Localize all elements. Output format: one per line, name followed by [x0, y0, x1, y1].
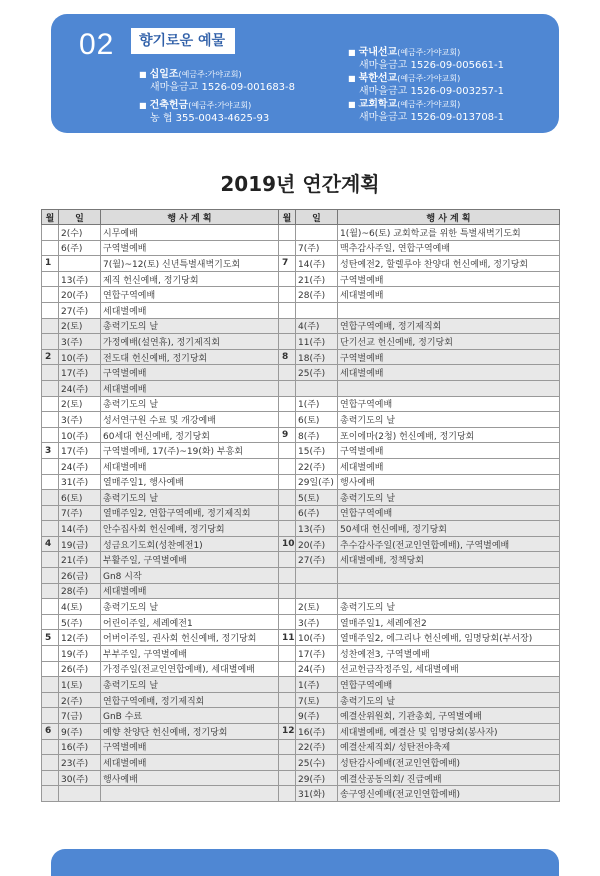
day-cell: 4(주) — [296, 318, 338, 334]
month-cell — [279, 661, 296, 677]
event-cell — [338, 568, 560, 584]
event-cell: 세대별예배 — [101, 583, 279, 599]
month-cell: 3 — [42, 443, 59, 459]
table-row — [42, 302, 560, 318]
event-cell: 7(월)~12(토) 신년특별새벽기도회 — [101, 256, 279, 272]
day-cell — [296, 380, 338, 396]
header-month: 월 — [279, 210, 296, 225]
month-cell — [42, 755, 59, 771]
event-cell: 열매주일1, 행사예배 — [101, 474, 279, 490]
month-cell — [42, 770, 59, 786]
event-cell: 행사예배 — [101, 770, 279, 786]
event-cell: 예결산위원회, 기관총회, 구역별예배 — [338, 708, 560, 724]
event-cell — [338, 583, 560, 599]
table-row — [42, 256, 560, 272]
month-cell: 10 — [279, 536, 296, 552]
account-number: 새마을금고 1526-09-005661-1 — [359, 60, 505, 71]
table-row — [42, 614, 560, 630]
day-cell: 17(주) — [59, 443, 101, 459]
account-church-school — [348, 98, 504, 124]
event-cell: 열매주일1, 세례예전2 — [338, 614, 560, 630]
month-cell — [42, 380, 59, 396]
month-cell — [279, 505, 296, 521]
page-title: 2019년 연간계획 — [220, 172, 380, 196]
day-cell: 14(주) — [296, 256, 338, 272]
event-cell: 세대별예배 — [101, 755, 279, 771]
day-cell: 22(주) — [296, 739, 338, 755]
table-row — [42, 739, 560, 755]
day-cell: 8(주) — [296, 427, 338, 443]
account-note: (예금주:가야교회) — [188, 101, 252, 110]
header-day: 일 — [59, 210, 101, 225]
table-row — [42, 755, 560, 771]
day-cell: 2(토) — [296, 599, 338, 615]
event-cell: 예결산공동의회/ 진급예배 — [338, 770, 560, 786]
day-cell: 12(주) — [59, 630, 101, 646]
day-cell: 1(주) — [296, 677, 338, 693]
day-cell: 24(주) — [296, 661, 338, 677]
day-cell: 26(금) — [59, 568, 101, 584]
event-cell: 60세대 헌신예배, 정기당회 — [101, 427, 279, 443]
month-cell — [42, 661, 59, 677]
month-cell — [42, 396, 59, 412]
event-cell: 총력기도의 날 — [101, 599, 279, 615]
day-cell: 17(주) — [296, 646, 338, 662]
day-cell: 20(주) — [296, 536, 338, 552]
event-cell: 세대별예배 — [338, 365, 560, 381]
day-cell: 7(주) — [296, 240, 338, 256]
event-cell: 가정주일(전교인연합예배), 세대별예배 — [101, 661, 279, 677]
annual-schedule-table — [41, 209, 560, 802]
day-cell: 3(주) — [59, 412, 101, 428]
account-domestic-mission — [348, 46, 504, 72]
month-cell — [42, 474, 59, 490]
day-cell: 10(주) — [296, 630, 338, 646]
event-cell: 총력기도의 날 — [338, 692, 560, 708]
day-cell: 28(주) — [296, 287, 338, 303]
month-cell: 11 — [279, 630, 296, 646]
table-row — [42, 724, 560, 740]
month-cell — [42, 412, 59, 428]
header-banner — [51, 14, 559, 133]
day-cell: 19(금) — [59, 536, 101, 552]
account-label: 교회학교 — [358, 99, 398, 110]
day-cell: 14(주) — [59, 521, 101, 537]
event-cell: 어린이주일, 세례예전1 — [101, 614, 279, 630]
day-cell: 2(주) — [59, 692, 101, 708]
day-cell: 18(주) — [296, 349, 338, 365]
month-cell — [279, 614, 296, 630]
event-cell: 추수감사주일(전교인연합예배), 구역별예배 — [338, 536, 560, 552]
event-cell: 총력기도의 날 — [338, 412, 560, 428]
table-row — [42, 646, 560, 662]
event-cell: 단기선교 헌신예배, 정기당회 — [338, 334, 560, 350]
month-cell — [279, 708, 296, 724]
account-number: 새마을금고 1526-09-003257-1 — [359, 86, 505, 97]
event-cell: 연합구역예배 — [338, 677, 560, 693]
event-cell: 구역별예배 — [338, 271, 560, 287]
day-cell — [296, 302, 338, 318]
event-cell: 성금요기도회(성찬예전1) — [101, 536, 279, 552]
event-cell: GnB 수료 — [101, 708, 279, 724]
day-cell: 27(주) — [296, 552, 338, 568]
day-cell: 16(주) — [59, 739, 101, 755]
month-cell — [279, 552, 296, 568]
event-cell: 세대별예배 — [338, 458, 560, 474]
day-cell: 6(토) — [296, 412, 338, 428]
day-cell: 9(주) — [59, 724, 101, 740]
table-row — [42, 583, 560, 599]
table-row — [42, 692, 560, 708]
table-row — [42, 334, 560, 350]
day-cell: 2(수) — [59, 225, 101, 241]
month-cell — [279, 271, 296, 287]
account-label: 십일조 — [149, 69, 179, 80]
table-row — [42, 458, 560, 474]
table-row — [42, 521, 560, 537]
table-row — [42, 536, 560, 552]
account-label: 국내선교 — [358, 47, 398, 58]
day-cell — [296, 225, 338, 241]
month-cell — [279, 739, 296, 755]
event-cell: 총력기도의 날 — [101, 490, 279, 506]
account-building — [139, 99, 269, 125]
event-cell: 제직 헌신예배, 정기당회 — [101, 271, 279, 287]
month-cell — [279, 365, 296, 381]
table-row — [42, 677, 560, 693]
event-cell: 선교헌금작정주일, 세대별예배 — [338, 661, 560, 677]
section-title: 향기로운 예물 — [131, 28, 235, 54]
month-cell — [42, 287, 59, 303]
month-cell: 6 — [42, 724, 59, 740]
month-cell: 1 — [42, 256, 59, 272]
event-cell: 총력기도의 날 — [338, 599, 560, 615]
table-row — [42, 349, 560, 365]
month-cell — [279, 318, 296, 334]
event-cell: 성탄감사예배(전교인연합예배) — [338, 755, 560, 771]
month-cell — [42, 318, 59, 334]
day-cell — [296, 583, 338, 599]
day-cell: 6(주) — [296, 505, 338, 521]
event-cell: 부활주일, 구역별예배 — [101, 552, 279, 568]
month-cell: 12 — [279, 724, 296, 740]
day-cell: 24(주) — [59, 458, 101, 474]
day-cell — [59, 256, 101, 272]
month-cell — [42, 271, 59, 287]
event-cell: 송구영신예배(전교인연합예배) — [338, 786, 560, 802]
day-cell: 28(주) — [59, 583, 101, 599]
day-cell: 29일(주) — [296, 474, 338, 490]
table-row — [42, 380, 560, 396]
account-north-korea-mission — [348, 72, 504, 98]
table-body — [42, 225, 560, 802]
event-cell: 연합구역예배 — [338, 396, 560, 412]
table-row — [42, 490, 560, 506]
table-row — [42, 427, 560, 443]
day-cell: 31(주) — [59, 474, 101, 490]
month-cell — [42, 552, 59, 568]
month-cell — [42, 739, 59, 755]
month-cell — [279, 677, 296, 693]
table-row — [42, 318, 560, 334]
month-cell — [42, 599, 59, 615]
event-cell: 총력기도의 날 — [338, 490, 560, 506]
day-cell: 25(수) — [296, 755, 338, 771]
day-cell: 20(주) — [59, 287, 101, 303]
table-row — [42, 396, 560, 412]
event-cell: 세대별예배, 예결산 및 임명당회(봉사자) — [338, 724, 560, 740]
month-cell — [42, 583, 59, 599]
event-cell: 구역별예배, 17(주)~19(화) 부흥회 — [101, 443, 279, 459]
day-cell: 7(금) — [59, 708, 101, 724]
event-cell: 연합구역예배, 정기제직회 — [101, 692, 279, 708]
day-cell: 31(화) — [296, 786, 338, 802]
day-cell: 19(주) — [59, 646, 101, 662]
month-cell — [42, 490, 59, 506]
month-cell — [279, 692, 296, 708]
day-cell: 10(주) — [59, 427, 101, 443]
section-number: 02 — [79, 28, 115, 61]
account-note: (예금주:가야교회) — [397, 48, 461, 57]
day-cell: 7(주) — [59, 505, 101, 521]
event-cell: 예향 찬양단 헌신예배, 정기당회 — [101, 724, 279, 740]
month-cell — [279, 443, 296, 459]
event-cell: 구역별예배 — [101, 365, 279, 381]
account-note: (예금주:가야교회) — [178, 70, 242, 79]
day-cell: 4(토) — [59, 599, 101, 615]
table-row — [42, 630, 560, 646]
day-cell: 6(주) — [59, 240, 101, 256]
account-number: 새마을금고 1526-09-001683-8 — [150, 82, 296, 93]
event-cell: 총력기도의 날 — [101, 677, 279, 693]
month-cell — [279, 396, 296, 412]
account-number: 새마을금고 1526-09-013708-1 — [359, 112, 505, 123]
month-cell — [279, 334, 296, 350]
table-row — [42, 661, 560, 677]
event-cell: 총력기도의 날 — [101, 396, 279, 412]
footer-bar — [51, 849, 559, 876]
account-number: 농 협 355-0043-4625-93 — [150, 113, 270, 124]
table-row — [42, 271, 560, 287]
event-cell: 성탄예전2, 할렐루야 찬양대 헌신예배, 정기당회 — [338, 256, 560, 272]
table-row — [42, 365, 560, 381]
month-cell — [42, 568, 59, 584]
day-cell: 5(주) — [59, 614, 101, 630]
event-cell: 성찬예전3, 구역별예배 — [338, 646, 560, 662]
day-cell: 25(주) — [296, 365, 338, 381]
event-cell: 구역별예배 — [101, 240, 279, 256]
account-note: (예금주:가야교회) — [397, 100, 461, 109]
event-cell: Gn8 시작 — [101, 568, 279, 584]
header-event: 행 사 계 획 — [338, 210, 560, 225]
event-cell: 포이에마(2청) 헌신예배, 정기당회 — [338, 427, 560, 443]
month-cell — [279, 568, 296, 584]
month-cell — [42, 365, 59, 381]
event-cell: 성서연구원 수료 및 개강예배 — [101, 412, 279, 428]
month-cell — [279, 755, 296, 771]
event-cell: 구역별예배 — [101, 739, 279, 755]
month-cell — [279, 786, 296, 802]
month-cell — [42, 646, 59, 662]
month-cell — [279, 583, 296, 599]
day-cell: 27(주) — [59, 302, 101, 318]
month-cell: 7 — [279, 256, 296, 272]
event-cell: 연합구역예배 — [101, 287, 279, 303]
month-cell — [279, 521, 296, 537]
table-row — [42, 474, 560, 490]
day-cell: 3(주) — [296, 614, 338, 630]
event-cell: 50세대 헌신예배, 정기당회 — [338, 521, 560, 537]
day-cell: 24(주) — [59, 380, 101, 396]
event-cell: 예결산제직회/ 성탄전야축제 — [338, 739, 560, 755]
month-cell — [42, 302, 59, 318]
header-event: 행 사 계 획 — [101, 210, 279, 225]
day-cell: 10(주) — [59, 349, 101, 365]
day-cell: 5(토) — [296, 490, 338, 506]
event-cell — [338, 380, 560, 396]
month-cell — [42, 225, 59, 241]
account-tithe — [139, 68, 295, 94]
day-cell — [59, 786, 101, 802]
month-cell — [279, 287, 296, 303]
event-cell: 열매주일2, 연합구역예배, 정기제직회 — [101, 505, 279, 521]
day-cell: 11(주) — [296, 334, 338, 350]
day-cell: 22(주) — [296, 458, 338, 474]
month-cell — [42, 458, 59, 474]
event-cell: 전도대 헌신예배, 정기당회 — [101, 349, 279, 365]
day-cell: 17(주) — [59, 365, 101, 381]
table-row — [42, 568, 560, 584]
table-row — [42, 770, 560, 786]
event-cell: 연합구역예배, 정기제직회 — [338, 318, 560, 334]
month-cell — [42, 692, 59, 708]
table-row — [42, 599, 560, 615]
event-cell — [101, 786, 279, 802]
month-cell — [279, 240, 296, 256]
day-cell: 23(주) — [59, 755, 101, 771]
month-cell — [279, 302, 296, 318]
month-cell — [279, 458, 296, 474]
month-cell — [42, 708, 59, 724]
day-cell: 13(주) — [296, 521, 338, 537]
day-cell: 9(주) — [296, 708, 338, 724]
day-cell: 26(주) — [59, 661, 101, 677]
table-row — [42, 786, 560, 802]
month-cell: 5 — [42, 630, 59, 646]
month-cell — [279, 474, 296, 490]
month-cell: 4 — [42, 536, 59, 552]
month-cell — [42, 786, 59, 802]
month-cell — [42, 614, 59, 630]
day-cell: 30(주) — [59, 770, 101, 786]
account-label: 북한선교 — [358, 73, 398, 84]
table-row — [42, 552, 560, 568]
event-cell: 세대별예배 — [338, 287, 560, 303]
account-label: 건축헌금 — [149, 100, 189, 111]
event-cell: 부부주일, 구역별예배 — [101, 646, 279, 662]
table-row — [42, 412, 560, 428]
table-row — [42, 443, 560, 459]
header-day: 일 — [296, 210, 338, 225]
event-cell: 구역별예배 — [338, 443, 560, 459]
day-cell: 16(주) — [296, 724, 338, 740]
month-cell — [279, 490, 296, 506]
day-cell: 21(주) — [296, 271, 338, 287]
month-cell — [42, 334, 59, 350]
event-cell: 세대별예배 — [101, 380, 279, 396]
event-cell: 맥추감사주일, 연합구역예배 — [338, 240, 560, 256]
header-month: 월 — [42, 210, 59, 225]
month-cell: 9 — [279, 427, 296, 443]
account-note: (예금주:가야교회) — [397, 74, 461, 83]
event-cell: 열매주일2, 에그리나 헌신예배, 임명당회(부서장) — [338, 630, 560, 646]
event-cell: 행사예배 — [338, 474, 560, 490]
event-cell: 시무예배 — [101, 225, 279, 241]
table-row — [42, 708, 560, 724]
event-cell: 세대별예배, 정책당회 — [338, 552, 560, 568]
month-cell — [279, 599, 296, 615]
month-cell: 8 — [279, 349, 296, 365]
month-cell — [279, 770, 296, 786]
event-cell: 어버이주일, 권사회 헌신예배, 정기당회 — [101, 630, 279, 646]
event-cell — [338, 302, 560, 318]
day-cell: 2(토) — [59, 396, 101, 412]
day-cell: 13(주) — [59, 271, 101, 287]
month-cell — [42, 505, 59, 521]
month-cell — [42, 427, 59, 443]
event-cell: 연합구역예배 — [338, 505, 560, 521]
event-cell: 가정예배(설연휴), 정기제직회 — [101, 334, 279, 350]
month-cell — [42, 677, 59, 693]
table-header-row — [42, 210, 560, 225]
day-cell: 29(주) — [296, 770, 338, 786]
day-cell: 3(주) — [59, 334, 101, 350]
day-cell: 2(토) — [59, 318, 101, 334]
event-cell: 구역별예배 — [338, 349, 560, 365]
table-row — [42, 505, 560, 521]
month-cell — [279, 380, 296, 396]
day-cell — [296, 568, 338, 584]
day-cell: 1(토) — [59, 677, 101, 693]
table-row — [42, 287, 560, 303]
table-row — [42, 225, 560, 241]
month-cell: 2 — [42, 349, 59, 365]
event-cell: 1(월)~6(토) 교회학교를 위한 특별새벽기도회 — [338, 225, 560, 241]
day-cell: 1(주) — [296, 396, 338, 412]
month-cell — [42, 240, 59, 256]
event-cell: 안수집사회 헌신예배, 정기당회 — [101, 521, 279, 537]
month-cell — [42, 521, 59, 537]
day-cell: 21(주) — [59, 552, 101, 568]
day-cell: 7(토) — [296, 692, 338, 708]
event-cell: 총력기도의 날 — [101, 318, 279, 334]
day-cell: 6(토) — [59, 490, 101, 506]
day-cell: 15(주) — [296, 443, 338, 459]
event-cell: 세대별예배 — [101, 302, 279, 318]
month-cell — [279, 646, 296, 662]
month-cell — [279, 412, 296, 428]
event-cell: 세대별예배 — [101, 458, 279, 474]
table-row — [42, 240, 560, 256]
month-cell — [279, 225, 296, 241]
